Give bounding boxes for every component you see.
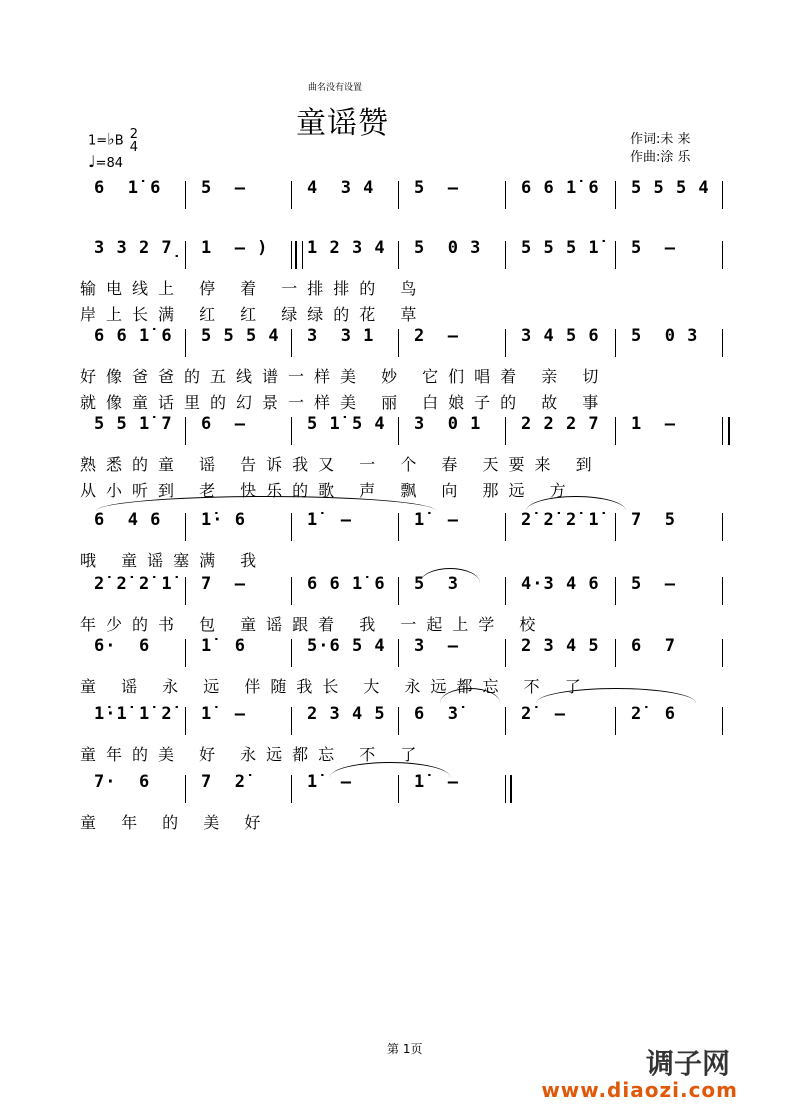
measure: 7 2̇ <box>201 772 246 792</box>
bar-line <box>615 241 616 269</box>
measure: 5 – <box>631 238 676 258</box>
measure: 6 – <box>201 414 246 434</box>
bar-line <box>185 707 186 735</box>
bar-line <box>722 241 723 269</box>
bar-line <box>185 181 186 209</box>
lyric-line: 输电线上 停 着 一排排的 鸟 <box>80 279 427 298</box>
composer-credit: 作曲:涂 乐 <box>630 150 691 165</box>
bar-line <box>615 513 616 541</box>
measure: 5 – <box>631 574 676 594</box>
bar-line <box>185 241 186 269</box>
bar-line <box>291 181 292 209</box>
bar-line <box>505 577 506 605</box>
measure: 5 5 1̇ 7 <box>94 414 173 434</box>
bar-line <box>398 181 399 209</box>
quarter-note-icon: ♩ <box>88 152 96 171</box>
measure: 1̇· 6 <box>201 510 246 530</box>
measure: 2̇ 6 <box>631 704 676 724</box>
measure: 5 1̇ 5 4 <box>307 414 386 434</box>
song-subtitle: 曲名没有设置 <box>308 83 363 93</box>
bar-line <box>505 329 506 357</box>
measure: 1 2 3 4 <box>307 238 386 258</box>
measure: 2 – <box>414 326 459 346</box>
key-prefix: 1= <box>88 133 108 149</box>
bar-line <box>398 775 399 803</box>
measure: 2̇ 2̇ 2̇ 1̇ <box>521 510 600 530</box>
lyric-line: 就像童话里的幻景一样美 丽 白娘子的 故 事 <box>80 393 609 412</box>
measure: 5 – <box>414 178 459 198</box>
bar-line <box>398 707 399 735</box>
measure: 3 0 1 <box>414 414 482 434</box>
lyric-line: 童 谣 永 远 伴随我长 大 永远都忘 不 了 <box>80 677 591 696</box>
repeat-start-bar <box>295 241 303 269</box>
bar-line <box>398 417 399 445</box>
measure: 6 7 <box>631 636 676 656</box>
lyric-line: 童年的美 好 永远都忘 不 了 <box>80 745 427 764</box>
bar-line <box>185 775 186 803</box>
measure: 1̇ – <box>414 772 459 792</box>
measure: 5 0 3 <box>414 238 482 258</box>
bar-line <box>291 577 292 605</box>
lyric-line: 哦 童谣塞满 我 <box>80 551 267 570</box>
page-number: 第 1页 <box>387 1042 423 1056</box>
bar-line <box>615 329 616 357</box>
measure: 1̇ – <box>307 772 352 792</box>
measure: 5 0 3 <box>631 326 699 346</box>
key-signature <box>88 128 138 154</box>
bar-line <box>398 639 399 667</box>
bar-line <box>505 241 506 269</box>
measure: 3 4 5 6 <box>521 326 600 346</box>
tempo-value: =84 <box>95 156 123 171</box>
measure: 5 5 5 4 <box>201 326 280 346</box>
time-top: 2 <box>129 127 139 142</box>
bar-line <box>505 513 506 541</box>
measure: 2 3 4 5 <box>521 636 600 656</box>
measure: 7 5 <box>631 510 676 530</box>
bar-line <box>722 577 723 605</box>
bar-line <box>185 329 186 357</box>
measure: 6 6 1̇ 6 <box>307 574 386 594</box>
flat-icon: ♭ <box>107 129 115 149</box>
lyric-line: 年少的书 包 童谣跟着 我 一起上学 校 <box>80 615 546 634</box>
brand-url[interactable]: www.diaozi.com <box>541 1078 738 1102</box>
measure: 2̇ 2̇ 2̇ 1̇ <box>94 574 173 594</box>
bar-line <box>615 417 616 445</box>
measure: 1̇ – <box>414 510 459 530</box>
song-title: 童谣赞 <box>296 106 389 141</box>
bar-line <box>291 639 292 667</box>
slur <box>420 568 480 583</box>
measure: 6 4 6 <box>94 510 162 530</box>
bar-line <box>291 513 292 541</box>
measure: 5 5 5 1̇ <box>521 238 600 258</box>
bar-line <box>185 417 186 445</box>
measure: 1 – ) <box>201 238 269 258</box>
bar-line <box>722 329 723 357</box>
bar-line <box>722 707 723 735</box>
bar-line <box>291 417 292 445</box>
measure: 6· 6 <box>94 636 151 656</box>
key-letter: B <box>114 133 124 149</box>
bar-line <box>185 639 186 667</box>
lyricist-credit: 作词:未 来 <box>630 132 691 147</box>
measure: 6 1̇ 6 <box>94 178 162 198</box>
bar-line <box>505 639 506 667</box>
measure: 6 6 1̇ 6 <box>94 326 173 346</box>
bar-line <box>505 707 506 735</box>
bar-line <box>615 181 616 209</box>
tempo-marking <box>88 152 123 171</box>
measure: 1̇·1̇ 1̇ 2̇ <box>94 704 173 724</box>
measure: 6 3̇ <box>414 704 459 724</box>
bar-line <box>722 639 723 667</box>
bar-line <box>722 513 723 541</box>
time-signature <box>130 128 138 154</box>
bar-line <box>722 181 723 209</box>
bar-line <box>615 577 616 605</box>
measure: 5 – <box>201 178 246 198</box>
bar-line <box>398 329 399 357</box>
bar-line <box>291 707 292 735</box>
measure: 2 2 2 7 <box>521 414 600 434</box>
measure: 2̇ – <box>521 704 566 724</box>
bar-line <box>505 775 512 803</box>
measure: 1̇ – <box>307 510 352 530</box>
measure: 3 – <box>414 636 459 656</box>
measure: 1̇ 6 <box>201 636 246 656</box>
measure: 1̇ – <box>201 704 246 724</box>
measure: 1 – <box>631 414 676 434</box>
bar-line <box>722 417 730 445</box>
measure: 4·3 4 6 <box>521 574 600 594</box>
lyric-line: 从小听到 老 快乐的歌 声 飘 向 那远 方 <box>80 481 576 500</box>
bar-line <box>505 417 506 445</box>
measure: 5 3 <box>414 574 459 594</box>
bar-line <box>291 241 292 269</box>
lyric-line: 童 年 的 美 好 <box>80 813 271 832</box>
measure: 7· 6 <box>94 772 151 792</box>
measure: 3 3 1 <box>307 326 375 346</box>
measure: 5·6 5 4 <box>307 636 386 656</box>
bar-line <box>185 577 186 605</box>
measure: 3 3 2 7̣ <box>94 238 183 258</box>
bar-line <box>505 181 506 209</box>
measure: 6 6 1̇ 6 <box>521 178 600 198</box>
measure: 2 3 4 5 <box>307 704 386 724</box>
lyric-line: 熟悉的童 谣 告诉我又 一 个 春 天要来 到 <box>80 455 602 474</box>
time-bottom: 4 <box>129 140 139 155</box>
lyric-line: 岸上长满 红 红 绿绿的花 草 <box>80 305 427 324</box>
measure: 7 – <box>201 574 246 594</box>
bar-line <box>291 775 292 803</box>
lyric-line: 好像爸爸的五线谱一样美 妙 它们唱着 亲 切 <box>80 367 609 386</box>
bar-line <box>291 329 292 357</box>
bar-line <box>615 707 616 735</box>
bar-line <box>398 577 399 605</box>
bar-line <box>185 513 186 541</box>
measure: 5 5 5 4 <box>631 178 710 198</box>
bar-line <box>398 241 399 269</box>
measure: 4 3 4 <box>307 178 375 198</box>
bar-line <box>615 639 616 667</box>
brand-logo: 调子网 <box>645 1047 730 1080</box>
bar-line <box>398 513 399 541</box>
